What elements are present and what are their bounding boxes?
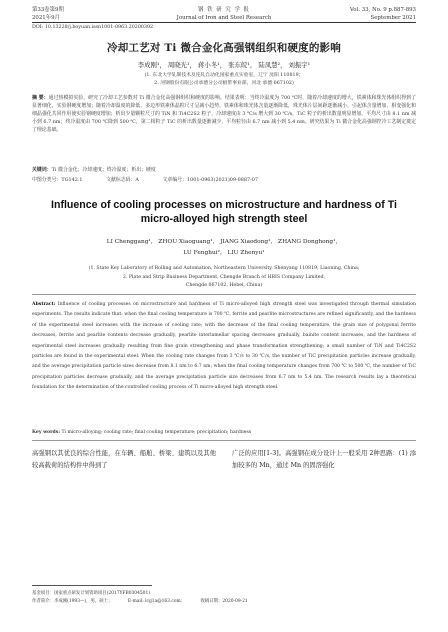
english-affiliation-2: 2. Plate and Strip Business Department, Chengde Branch of HBIS Company Limited, xyxy=(122,274,326,280)
english-authors-line-1: LI Chenggang¹， ZHOU Xiaoguang¹， JIANG Xiaodong¹， ZHANG Donghong¹， xyxy=(106,239,342,245)
author-bio: 作者简介：李成刚(1993—)，男，硕士； xyxy=(32,599,113,604)
chinese-keywords xyxy=(32,167,416,174)
fund-note: 基金项目：国家重点研发计划资助项目(2017YFB0304501) xyxy=(32,591,150,596)
journal-date: 2021年9月 xyxy=(32,15,60,21)
chinese-affiliations xyxy=(0,72,448,88)
journal-name-cn: 钢 铁 研 究 学 报 xyxy=(198,7,250,13)
body-column-left: 高强钢以其优良的综合性能，在车辆、船舶、桥梁、建筑以及其他较高载荷的结构件中得到了 xyxy=(32,450,216,469)
footnote xyxy=(32,590,416,606)
header-rule xyxy=(32,22,416,23)
english-abstract-text: Influence of cooling processes on microstructure and hardness of Ti micro-alloyed high strength steel was investigated through thermal simulation experiments. The results indicate that: when the final cooling temperature is 700 ℃, ferrite and pearlite microstructures are refined significantly, and the hardness of the experimental steel increases with the increase of cooling rate; with the decrease of the final cooling temperature, the grain size of polygonal ferrite decreases, ferrite and pearlite contents decrease gradually, pearlite interlamellar spacing decreases gradually, bainite content increases, and the hardness of experimental steel increases gradually resulting from fine grain strengthening and phase transformation strengthening; a small number of TiN and Ti4C2S2 particles are found in the experimental steel. When the cooling rate changes from 3 ℃/s to 30 ℃/s, the number of TiC precipitation particles increase gradually, and the average precipitation particle sizes decrease from 8.1 nm to 6.7 nm; when the final cooling temperature changes from 700 ℃ to 500 ℃, the number of TiC precipitation particles decrease gradually, and the average precipitation particle size decreases from 6.7 nm to 5.4 nm. The research results lay a theoretical foundation for the determination of the controlled cooling process of Ti micro-alloyed high strength steel. xyxy=(32,302,416,391)
article-number: 文章编号：1001-0963(2021)09-0887-07 xyxy=(162,177,258,183)
english-abstract-rule xyxy=(32,294,416,295)
english-title: Influence of cooling processes on microstructure and hardness of Ti micro-alloyed high strength steel xyxy=(51,199,397,225)
clc-number: 中图分类号：TG142.1 xyxy=(32,177,83,183)
english-abstract xyxy=(32,300,416,394)
journal-name-en: Journal of Iron and Steel Research xyxy=(176,15,272,21)
english-affiliation-3: Chengde 067102, Hebei, China) xyxy=(185,283,263,289)
chinese-title: 冷却工艺对 Ti 微合金化高强钢组织和硬度的影响 xyxy=(107,42,341,54)
english-authors-line-2: LU Fenghui²， LIU Zhenyu¹ xyxy=(183,250,265,256)
footnote-rule xyxy=(32,585,152,586)
chinese-abstract-text: 通过热模拟实验，研究了冷却工艺参数对 Ti 微合金化高强钢组织和硬度的影响。结果表明：当终冷温度为 700 ℃时，随着冷却速度的增大，铁素体和珠光体组织得到了显著细化，实验钢硬度增加；随着冷却温度的降低，多边形铁素体晶粒尺寸呈减小趋势，铁素体和珠光体含量逐渐降低，珠光体片层间距逐渐减小，引起体含量增加，相变强化和细晶强化共同作用使实验钢硬度增加；析出少量颗粒尺寸的 TiN 和 Ti4C2S2 粒子，冷却速度由 3 ℃/s 增大到 30 ℃/s，TiC 粒子的析出数量明显增加，平均尺寸由 8.1 nm 减小到 6.7 nm；终冷温度由 700 ℃降到 500 ℃，第二相粒子 TiC 的析出数量逐渐减少，平均粒径由 6.7 nm 减小到 5.4 nm。研究结果为 Ti 微合金化高强钢控冷工艺制定奠定了理论基础。 xyxy=(32,95,417,134)
english-keywords xyxy=(32,430,416,435)
english-affiliations xyxy=(32,265,416,291)
chinese-abstract xyxy=(32,94,416,134)
english-affiliation-1: (1. State Key Laboratory of Rolling and Automation, Northeastern University, Shenyang 110819, Liaoning, China; xyxy=(88,266,360,271)
document-code: 文献标志码：A xyxy=(106,177,139,183)
english-abstract-label: Abstract: xyxy=(32,302,56,307)
header-right xyxy=(350,6,416,22)
chinese-keywords-text: Ti 微合金化；冷却速度；终冷温度；析出；硬度 xyxy=(51,167,156,173)
doi-line: DOI: 10.13228/j.boyuan.issn1001-0963.20200302 xyxy=(32,25,154,30)
chinese-abstract-label: 摘 要： xyxy=(32,95,49,101)
classification-line xyxy=(32,176,416,183)
english-authors xyxy=(36,237,412,259)
english-keywords-text: Ti micro-alloying; cooling rate; final cooling temperature; precipitation; hardness xyxy=(61,430,252,435)
issue-month: September 2021 xyxy=(370,15,416,21)
journal-volume: 第33卷第9期 xyxy=(32,7,64,13)
author-note xyxy=(32,598,416,606)
chinese-authors: 李成刚¹， 周晓光¹， 蒋小冬¹， 张东皖¹， 陆凤慧²， 刘振宇¹ xyxy=(137,61,311,69)
chinese-affiliation-2: 2. 河钢股份有限公司承德分公司板带事业部，河北 承德 067102) xyxy=(154,81,294,86)
keywords-rule xyxy=(32,440,416,441)
chinese-affiliation-1: (1. 东北大学轧制技术及连轧自动化国家重点实验室，辽宁 沈阳 110819； xyxy=(144,73,304,78)
english-keywords-label: Key words: xyxy=(32,430,61,435)
received-date: 收稿日期：2020-09-21 xyxy=(200,599,248,604)
body-column-right: 广泛的应用[1-3]。高强钢在成分设计上一般采用 2种思路：(1) 添加较多的 Mn，通过 Mn 的固溶强化 xyxy=(232,450,416,469)
author-email: E-mail: lcg1a@163.com； xyxy=(127,599,186,604)
volume-pages: Vol. 33, No. 9 p.887-893 xyxy=(349,7,416,13)
chinese-keywords-label: 关键词： xyxy=(32,167,52,173)
